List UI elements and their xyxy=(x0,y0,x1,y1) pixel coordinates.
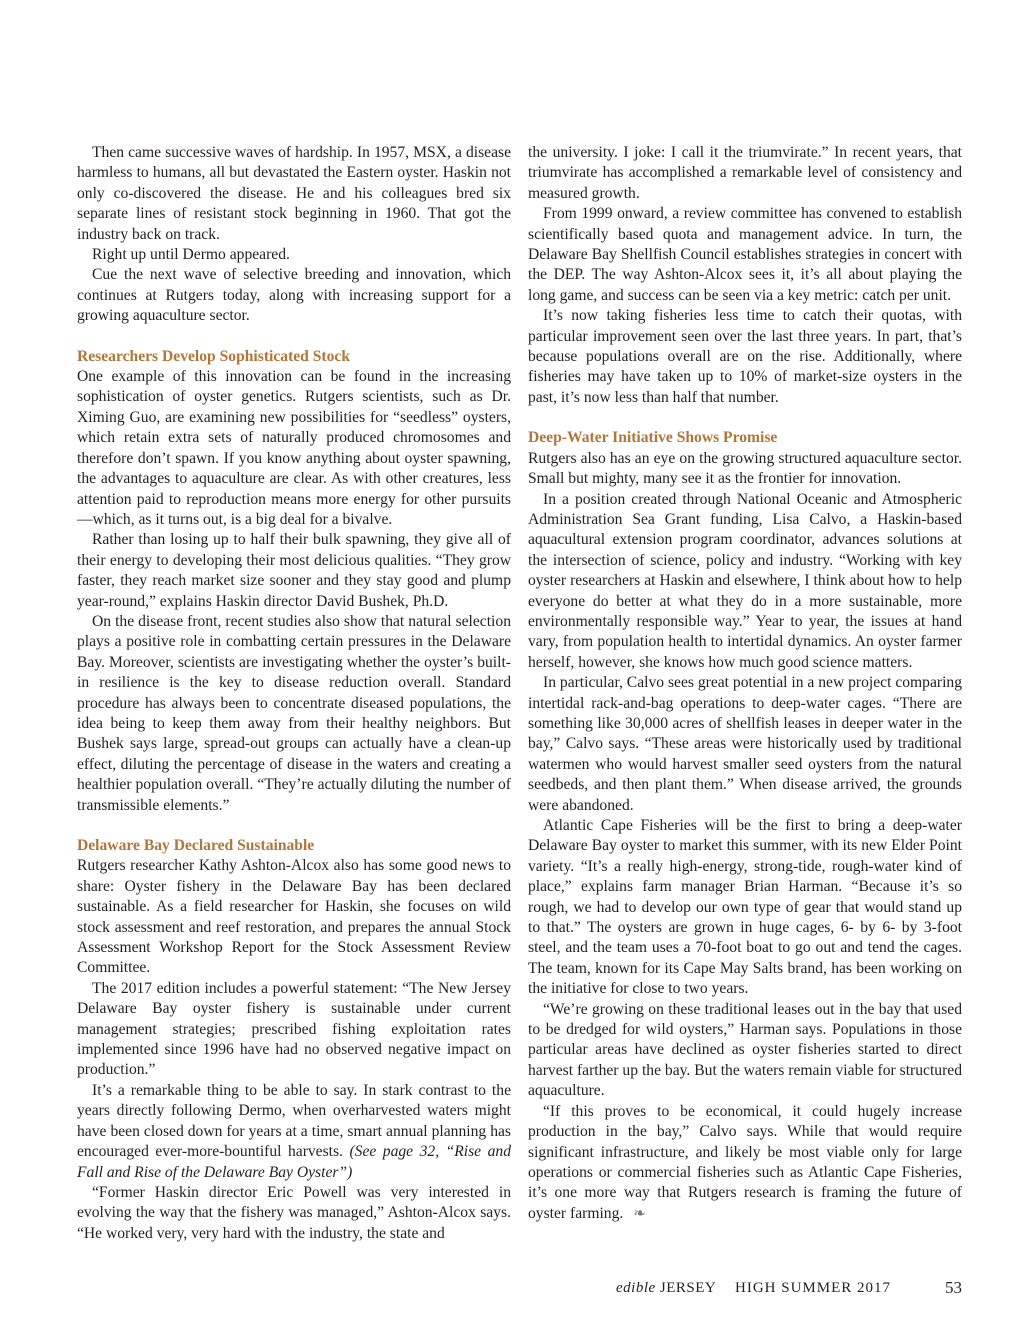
section-heading-stock: Researchers Develop Sophisticated Stock xyxy=(77,347,351,365)
paragraph-continued: the university. I joke: I call it the triumvirate.” In recent years, that triumvirate has accomplished a remarkable level of consistency and measured growth. xyxy=(528,144,962,202)
end-mark-leaf-icon: ❧ xyxy=(633,1205,646,1222)
final-paragraph xyxy=(528,1102,962,1224)
paragraph: “Former Haskin director Eric Powell was very interested in evolving the way that the fishery was managed,” Ashton-Alcox says. “He worked very, very hard with the industry, the state and xyxy=(77,1183,511,1242)
page-reference: (See page 32, “Rise and Fall and Rise of the Delaware Bay Oyster”) xyxy=(77,1143,511,1181)
paragraph: One example of this innovation can be found in the increasing sophistication of oyster genetics. Rutgers scientists, such as Dr. Ximing Guo, are examining new possibilities for “seedless” oysters, which retain extra sets of naturally produced chromosomes and therefore don’t spawn. If you know anything about oyster spawning, the advantages to aquaculture are clear. As with other creatures, less attention paid to reproduction means more energy for other pursuits—which, as it turns out, is a big deal for a bivalve. xyxy=(77,368,511,528)
paragraph: From 1999 onward, a review committee has convened to establish scientifically based quota and management advice. In turn, the Delaware Bay Shellfish Council establishes strategies in concert with the DEP. The way Ashton-Alcox sees it, it’s all about playing the long game, and success can be seen via a key metric: catch per unit. xyxy=(528,205,962,304)
paragraph-text: It’s a remarkable thing to be able to say. In stark contrast to the years directly following Dermo, when overharvested waters might have been closed down for years at a time, smart annual planning has encouraged ever-more-bountiful harvests. xyxy=(77,1081,511,1161)
paragraph: Rather than losing up to half their bulk spawning, they give all of their energy to developing their most delicious qualities. “They grow faster, they reach market size sooner and they stay good and plump year-round,” explains Haskin director David Bushek, Ph.D. xyxy=(77,531,511,610)
paragraph: Rutgers also has an eye on the growing structured aquaculture sector. Small but mighty, many see it as the frontier for innovation. xyxy=(528,449,962,488)
paragraph: In particular, Calvo sees great potential in a new project comparing intertidal rack-and-bag operations to deep-water cages. “There are something like 30,000 acres of shellfish leases in deeper water in the bay,” Calvo says. “These areas were historically used by traditional watermen who would harvest smaller seed oysters from the natural seedbeds, and then plant them.” When disease arrived, the grounds were abandoned. xyxy=(528,674,962,814)
section-heading-deep-water: Deep-Water Initiative Shows Promise xyxy=(528,429,778,447)
paragraph: Then came successive waves of hardship. In 1957, MSX, a disease harmless to humans, all but devastated the Eastern oyster. Haskin not only co-discovered the disease. He and his colleagues bred six separate lines of resistant stock beginning in 1960. That got the industry back on track. xyxy=(77,144,511,243)
paragraph: On the disease front, recent studies also show that natural selection plays a positive role in combatting certain pressures in the Delaware Bay. Moreover, scientists are investigating whether the oyster’s built-in resilience is the key to disease reduction overall. Standard procedure has always been to concentrate diseased populations, the idea being to keep them away from their healthy neighbors. But Bushek says large, spread-out groups can actually have a clean-up effect, diluting the percentage of disease in the waters and creating a healthier population overall. “They’re actually diluting the number of transmissible elements.” xyxy=(77,612,511,814)
paragraph-with-reference xyxy=(77,1081,511,1183)
paragraph: Atlantic Cape Fisheries will be the first to bring a deep-water Delaware Bay oyster to market this summer, with its new Elder Point variety. “It’s a really high-energy, strong-tide, rough-water kind of place,” explains farm manager Brian Harman. “Because it’s so rough, we had to develop our own type of gear that would stand up to that.” The oysters are grown in huge cages, 6- by 6- by 3-foot steel, and the team uses a 70-foot boat to go out and tend the cages. The team, known for its Cape May Salts brand, has been working on the initiative for close to two years. xyxy=(528,817,962,998)
paragraph: In a position created through National Oceanic and Atmospheric Administration Sea Grant funding, Lisa Calvo, a Haskin-based aquacultural extension program coordinator, advances solutions at the intersection of science, policy and industry. “Working with key oyster researchers at Haskin and elsewhere, I think about how to help everyone do better at what they do in a more sustainable, more environmentally responsible way.” Year to year, the issues at hand vary, from population health to intertidal dynamics. An oyster farmer herself, however, she knows how much good science matters. xyxy=(528,490,962,671)
section-heading-sustainable: Delaware Bay Declared Sustainable xyxy=(77,837,315,854)
paragraph: It’s now taking fisheries less time to catch their quotas, with particular improvement seen over the last three years. In part, that’s because populations overall are on the rise. Additionally, where fisheries may have taken up to 10% of market-size oysters in the past, it’s now less than half that number. xyxy=(528,307,962,406)
paragraph: Cue the next wave of selective breeding and innovation, which continues at Rutgers today, along with increasing support for a growing aquaculture sector. xyxy=(77,266,511,325)
paragraph: “We’re growing on these traditional leases out in the bay that used to be dredged for wild oysters,” Harman says. Populations in those particular areas have declined as oyster fisheries started to direct harvest farther up the bay. But the waters remain viable for structured aquaculture. xyxy=(528,1000,962,1100)
magazine-title: JERSEY xyxy=(659,1280,717,1296)
left-column xyxy=(77,143,511,1244)
magazine-prefix: edible xyxy=(616,1280,656,1296)
issue-label: HIGH SUMMER 2017 xyxy=(735,1280,892,1296)
page-number: 53 xyxy=(945,1278,962,1297)
paragraph-text: “If this proves to be economical, it could hugely increase production in the bay,” Calvo says. While that would require significant infrastructure, and likely be most viable only for large operations or commercial fisheries such as Atlantic Cape Fisheries, it’s one more way that Rutgers research is framing the future of oyster farming. xyxy=(528,1102,962,1222)
paragraph: The 2017 edition includes a powerful statement: “The New Jersey Delaware Bay oyster fishery is sustainable under current management strategies; prescribed fishing exploitation rates implemented since 1996 have had no observed negative impact on production.” xyxy=(77,979,511,1079)
magazine-name xyxy=(616,1280,716,1297)
paragraph: Right up until Dermo appeared. xyxy=(92,246,290,264)
right-column xyxy=(528,143,962,1224)
paragraph: Rutgers researcher Kathy Ashton-Alcox also has some good news to share: Oyster fishery in the Delaware Bay has been declared sustainable. As a field researcher for Haskin, she focuses on wild stock assessment and reef restoration, and prepares the annual Stock Assessment Workshop Report for the Stock Assessment Review Committee. xyxy=(77,857,511,977)
